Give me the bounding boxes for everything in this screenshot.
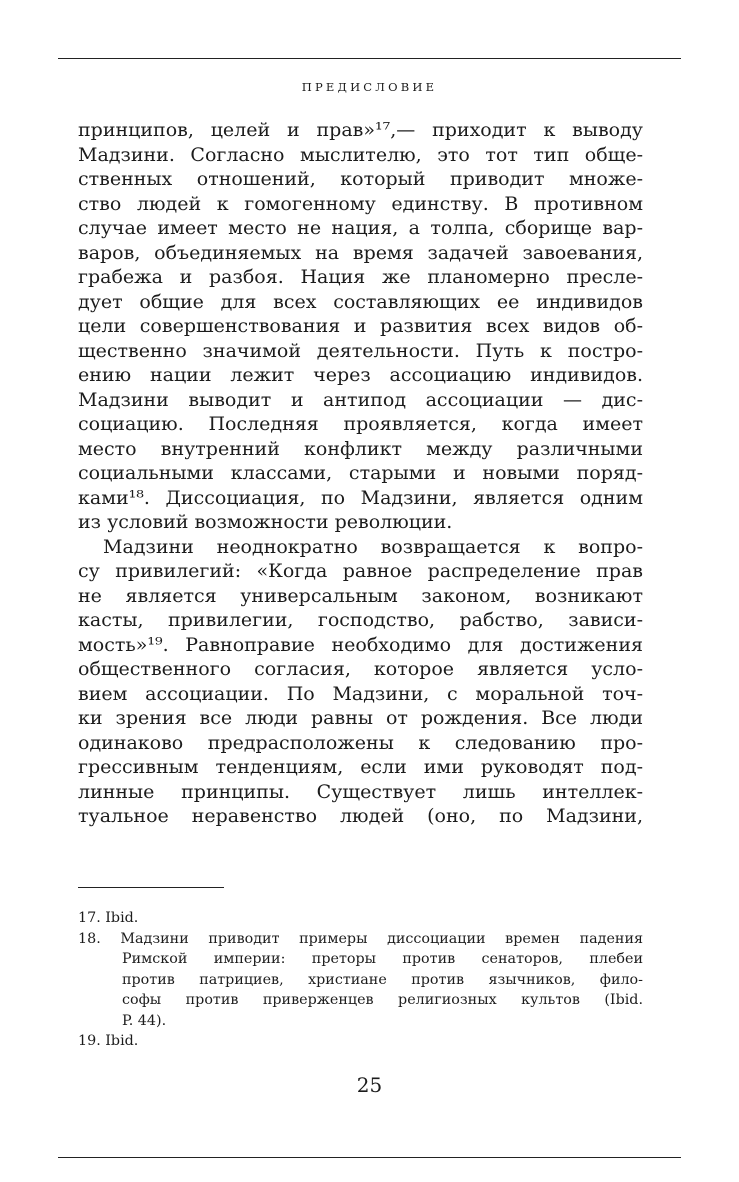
text-line: ки зрения все люди равны от рождения. Все люди: [78, 707, 643, 729]
page-number: 25: [356, 1073, 383, 1097]
text-line: принципов, целей и прав»¹⁷,— приходит к выводу: [78, 119, 643, 141]
text-line: социальными классами, старыми и новыми поряд-: [78, 462, 643, 484]
footnote-18-line: P. 44).: [122, 1012, 167, 1029]
text-line: дует общие для всех составляющих ее индивидов: [78, 290, 643, 313]
text-line: Мадзини выводит и антипод ассоциации — дис-: [78, 388, 643, 411]
text-line: цели совершенствования и развития всех видов об-: [78, 315, 643, 337]
footnote-17: 17. Ibid.: [78, 910, 139, 926]
text-line: варов, объединяемых на время задачей завоевания,: [78, 241, 643, 264]
text-line: ению нации лежит через ассоциацию индивидов.: [78, 364, 643, 386]
footnote-19: 19. Ibid.: [78, 1033, 139, 1049]
text-line: туальное неравенство людей (оно, по Мадзини,: [78, 805, 643, 827]
text-line: ками¹⁸. Диссоциация, по Мадзини, является одним: [78, 486, 643, 509]
footnote-18-line: софы против приверженцев религиозных культов (Ibid.: [122, 992, 643, 1008]
text-line: случае имеет место не нация, а толпа, сборище вар-: [78, 217, 643, 239]
text-line: ственных отношений, который приводит множе-: [78, 168, 643, 190]
text-line: не является универсальным законом, возникают: [78, 584, 643, 607]
text-line: одинаково предрасположены к следованию про-: [78, 731, 643, 754]
top-rule: [58, 58, 681, 59]
text-line: ство людей к гомогенному единству. В противном: [78, 192, 643, 215]
text-line: социацию. Последняя проявляется, когда имеет: [78, 413, 643, 435]
text-line: место внутренний конфликт между различными: [78, 437, 643, 460]
footnotes: [78, 908, 643, 1052]
text-line: Мадзини. Согласно мыслителю, это тот тип обще-: [78, 143, 643, 166]
footnote-18-line: 18. Мадзини приводит примеры диссоциации времен падения: [78, 930, 643, 947]
running-head: ПРЕДИСЛОВИЕ: [301, 80, 438, 94]
text-line: су привилегий: «Когда равное распределение прав: [78, 560, 643, 582]
text-line: грессивным тенденциям, если ими руководят под-: [78, 756, 643, 778]
text-line: щественно значимой деятельности. Путь к постро-: [78, 339, 643, 362]
bottom-rule: [58, 1157, 681, 1158]
body-text: [78, 118, 643, 829]
text-line: Мадзини неоднократно возвращается к вопро-: [103, 535, 643, 558]
text-line: общественного согласия, которое является усло-: [78, 658, 643, 680]
text-line: грабежа и разбоя. Нация же планомерно пресле-: [78, 266, 643, 288]
text-line: из условий возможности революции.: [78, 511, 453, 533]
text-line: вием ассоциации. По Мадзини, с моральной точ-: [78, 682, 643, 705]
text-line: линные принципы. Существует лишь интеллек-: [78, 780, 643, 803]
footnote-18-line: Римской империи: преторы против сенаторов, плебеи: [122, 951, 643, 967]
footnote-rule: [78, 887, 224, 888]
footnote-18-line: против патрициев, христиане против язычников, фило-: [122, 971, 643, 988]
text-line: касты, привилегии, господство, рабство, зависи-: [78, 609, 643, 631]
text-line: мость»¹⁹. Равноправие необходимо для достижения: [78, 633, 643, 656]
